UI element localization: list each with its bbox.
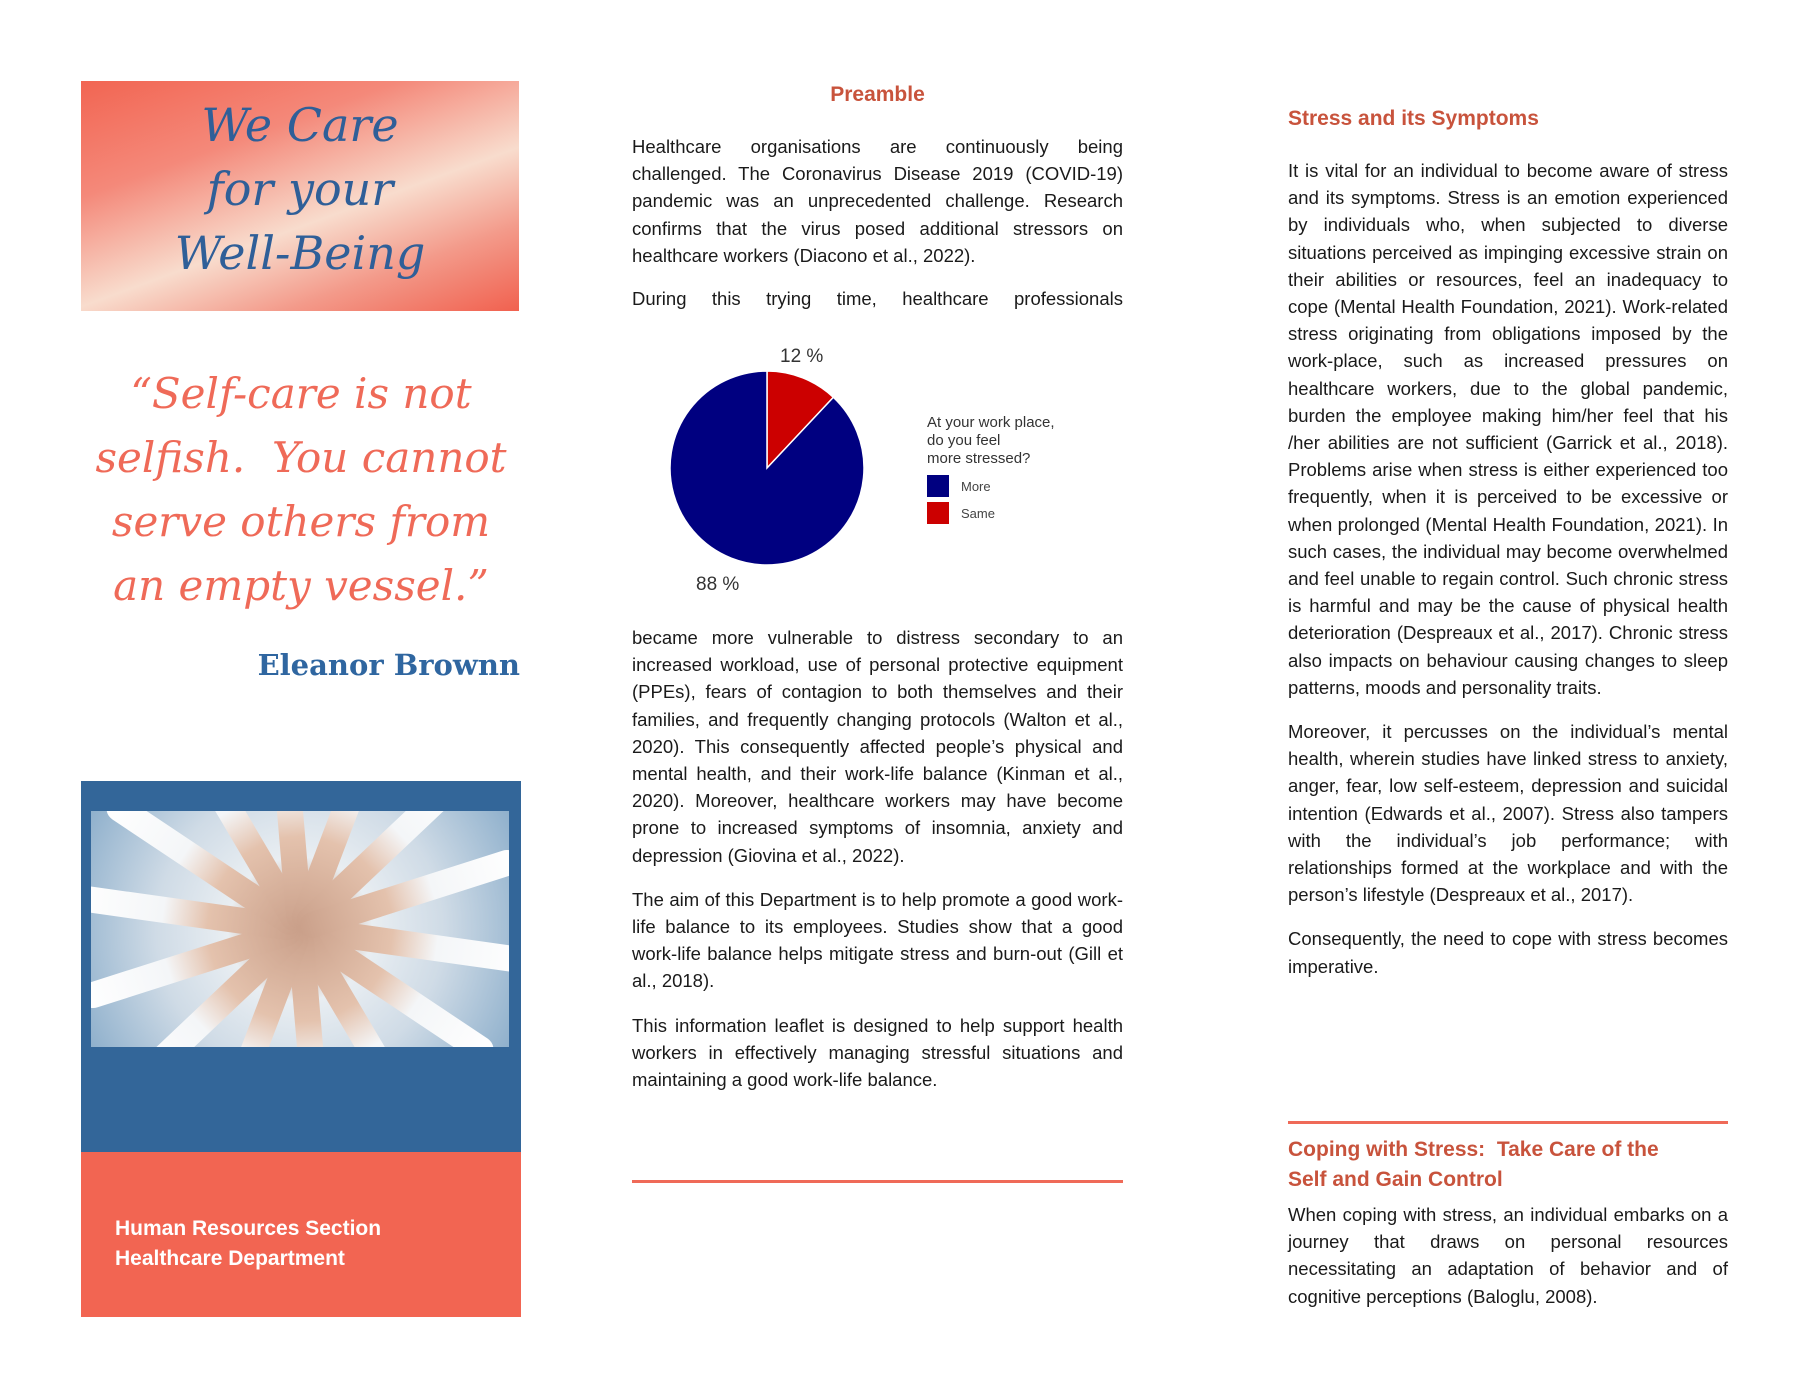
quote-line: “Self-care is not — [130, 369, 472, 418]
coping-heading — [1288, 1135, 1659, 1195]
divider — [1288, 1121, 1728, 1124]
footer-line: Human Resources Section — [115, 1217, 382, 1240]
heading-line: Coping with Stress: Take Care of the — [1288, 1138, 1659, 1161]
pie-label-more: 88 % — [696, 574, 740, 595]
divider — [632, 1180, 1123, 1183]
preamble-text-bottom — [632, 624, 1123, 1093]
stress-symptoms-heading: Stress and its Symptoms — [1288, 107, 1539, 130]
legend-title: At your work place, — [927, 414, 1055, 431]
legend-title: do you feel — [927, 432, 1001, 449]
quote — [81, 362, 521, 618]
coping-text — [1288, 1201, 1728, 1310]
title-banner — [81, 81, 519, 311]
paragraph: Moreover, it percusses on the individual’s mental health, wherein studies have linked stress to anxiety, anger, fear, low self-esteem, depression and suicidal intention (Edwards et al., 2007). Stress also tampers with the individual’s job performance; with relationships formed at the workplace and with the person’s lifestyle (Despreaux et al., 2017). — [1288, 721, 1728, 906]
department-footer — [81, 1152, 521, 1317]
paragraph: Consequently, the need to cope with stress becomes imperative. — [1288, 928, 1728, 977]
banner-line: Well-Being — [174, 226, 426, 280]
legend-swatch-more — [927, 475, 949, 497]
legend-title: more stressed? — [927, 450, 1031, 467]
paragraph: This information leaflet is designed to help support health workers in effectively managing stressful situations and maintaining a good work-life balance. — [632, 1014, 1123, 1091]
banner-line: for your — [206, 162, 394, 216]
heading-line: Self and Gain Control — [1288, 1168, 1503, 1191]
quote-line: an empty vessel.” — [113, 561, 489, 610]
preamble-heading: Preamble — [830, 83, 925, 106]
quote-line: selfish. You cannot — [95, 433, 507, 482]
quote-line: serve others from — [111, 497, 491, 546]
banner-line: We Care — [201, 98, 399, 152]
pie-slice-more — [670, 371, 864, 565]
footer-line: Healthcare Department — [115, 1247, 345, 1270]
pie-label-same: 12 % — [780, 346, 824, 367]
paragraph: The aim of this Department is to help promote a good work-life balance to its employees. Studies show that a good work-life balance helps mitigate stress and burn-out (Gill et al., 2018). — [632, 888, 1123, 992]
legend-swatch-same — [927, 502, 949, 524]
legend-label-more: More — [961, 479, 991, 494]
paragraph: became more vulnerable to distress secondary to an increased workload, use of personal protective equipment (PPEs), fears of contagion to both themselves and their families, and frequently changing protocols (Walton et al., 2020). This consequently affected people’s physical and mental health, and their work-life balance (Kinman et al., 2020). Moreover, healthcare workers may have become prone to increased symptoms of insomnia, anxiety and depression (Giovina et al., 2022). — [632, 627, 1123, 866]
paragraph: During this trying time, healthcare professionals — [632, 288, 1123, 310]
legend-label-same: Same — [961, 506, 995, 521]
paragraph: Healthcare organisations are continuously being challenged. The Coronavirus Disease 2019 (COVID-19) pandemic was an unprecedented challenge. Research confirms that the virus posed additional stressors on healthcare workers (Diacono et al., 2022). — [632, 136, 1123, 266]
stress-text — [1288, 157, 1728, 980]
team-hands-photo — [91, 811, 509, 1047]
stress-pie-chart — [640, 335, 1110, 600]
paragraph: It is vital for an individual to become aware of stress and its symptoms. Stress is an emotion experienced by individuals who, when subjected to diverse situations perceived as impinging excessive strain on their abilities or resources, feel an inadequacy to cope (Mental Health Foundation, 2021). Work-related stress originating from obligations imposed by the work-place, such as increased pressures on healthcare workers, due to the global pandemic, burden the employee making him/her feel that his /her abilities are not sufficient (Garrick et al., 2018). Problems arise when stress is either experienced too frequently, when it is perceived to be excessive or when prolonged (Mental Health Foundation, 2021). In such cases, the individual may become overwhelmed and feel unable to regain control. Such chronic stress is harmful and may be the cause of physical health deterioration (Despreaux et al., 2017). Chronic stress also impacts on behaviour causing changes to sleep patterns, moods and personality traits. — [1288, 160, 1728, 698]
paragraph: When coping with stress, an individual embarks on a journey that draws on personal resources necessitating an adaptation of behavior and of cognitive perceptions (Baloglu, 2008). — [1288, 1204, 1728, 1307]
preamble-text-top — [632, 133, 1123, 312]
quote-author: Eleanor Brownn — [257, 648, 520, 682]
